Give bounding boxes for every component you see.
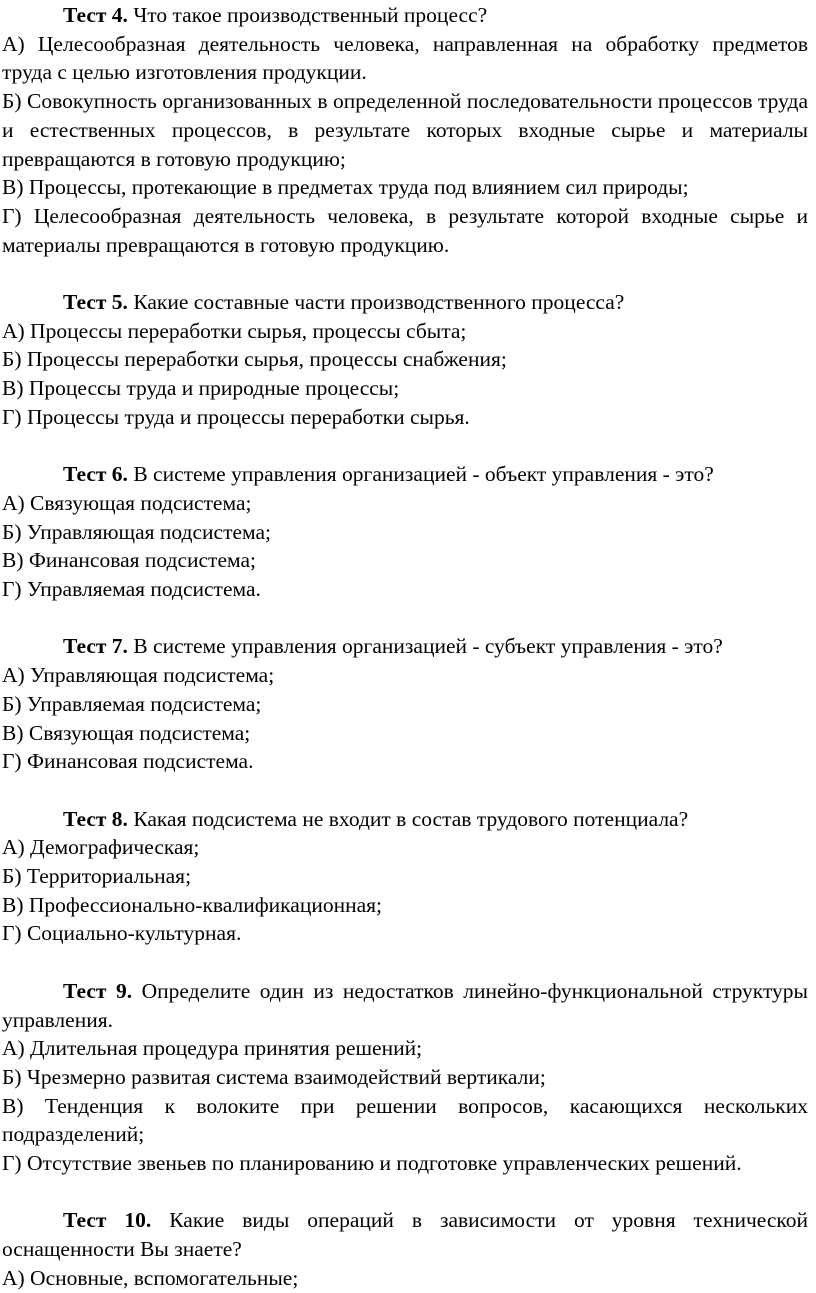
test-question xyxy=(2,1206,808,1263)
answer-option: Б) Чрезмерно развитая система взаимодействий вертикали; xyxy=(2,1064,546,1089)
answer-option: А) Связующая подсистема; xyxy=(2,490,252,515)
answer-option: А) Демографическая; xyxy=(2,835,200,860)
test-7 xyxy=(2,632,808,776)
question-text: В системе управления организацией - объект управления - это? xyxy=(133,462,714,487)
test-question xyxy=(2,632,808,661)
test-4 xyxy=(2,1,808,259)
question-text: Какие составные части производственного процесса? xyxy=(133,290,625,315)
test-label: Тест 9. xyxy=(63,978,133,1003)
answer-option: Б) Территориальная; xyxy=(2,864,192,889)
answer-option: А) Целесообразная деятельность человека, направленная на обработку предметов труда с целью изготовления продукции. xyxy=(2,31,808,85)
answer-option: В) Процессы труда и природные процессы; xyxy=(2,376,400,401)
question-text: Какая подсистема не входит в состав трудового потенциала? xyxy=(133,806,689,831)
test-question xyxy=(2,460,808,489)
answer-option: В) Финансовая подсистема; xyxy=(2,548,256,573)
test-label: Тест 8. xyxy=(63,806,128,831)
answer-option: Б) Управляющая подсистема; xyxy=(2,519,272,544)
test-9 xyxy=(2,977,808,1178)
answer-option: Г) Социально-культурная. xyxy=(2,921,242,946)
answer-option: В) Процессы, протекающие в предметах труда под влиянием сил природы; xyxy=(2,175,689,200)
answer-option: В) Тенденция к волоките при решении вопросов, касающихся нескольких подразделений; xyxy=(2,1093,808,1147)
answer-option: А) Длительная процедура принятия решений; xyxy=(2,1036,423,1061)
test-5 xyxy=(2,288,808,432)
answer-option: Г) Отсутствие звеньев по планированию и подготовке управленческих решений. xyxy=(2,1151,742,1176)
test-6 xyxy=(2,460,808,604)
question-text: Что такое производственный процесс? xyxy=(133,3,488,27)
test-question xyxy=(2,977,808,1034)
test-label: Тест 6. xyxy=(63,462,128,487)
test-10 xyxy=(2,1206,808,1292)
answer-option: Г) Управляемая подсистема. xyxy=(2,577,261,602)
answer-option: В) Связующая подсистема; xyxy=(2,720,251,745)
answer-option: Б) Совокупность организованных в определенной последовательности процессов труда и естественных процессов, в результате которых входные сырье и материалы превращаются в готовую продукцию; xyxy=(2,89,808,171)
answer-option: Г) Финансовая подсистема. xyxy=(2,749,254,774)
answer-option: В) Профессионально-квалификационная; xyxy=(2,892,382,917)
answer-option: А) Процессы переработки сырья, процессы сбыта; xyxy=(2,318,467,343)
test-label: Тест 4. xyxy=(63,3,128,27)
answer-option: Г) Целесообразная деятельность человека, в результате которой входные сырье и материалы превращаются в готовую продукцию. xyxy=(2,203,808,257)
question-text: Определите один из недостатков линейно-функциональной структуры управления. xyxy=(2,978,808,1032)
answer-option: Б) Управляемая подсистема; xyxy=(2,691,262,716)
answer-option: А) Основные, вспомогательные; xyxy=(2,1265,299,1290)
answer-option: Б) Процессы переработки сырья, процессы снабжения; xyxy=(2,347,507,372)
test-question xyxy=(2,288,808,317)
test-label: Тест 5. xyxy=(63,290,128,315)
test-label: Тест 10. xyxy=(63,1208,152,1233)
test-label: Тест 7. xyxy=(63,634,128,659)
answer-option: А) Управляющая подсистема; xyxy=(2,663,275,688)
test-question xyxy=(2,1,808,30)
question-text: Какие виды операций в зависимости от уровня технической оснащенности Вы знаете? xyxy=(2,1208,809,1262)
answer-option: Г) Процессы труда и процессы переработки сырья. xyxy=(2,404,470,429)
question-text: В системе управления организацией - субъект управления - это? xyxy=(133,634,723,659)
test-8 xyxy=(2,805,808,949)
test-question xyxy=(2,805,808,834)
